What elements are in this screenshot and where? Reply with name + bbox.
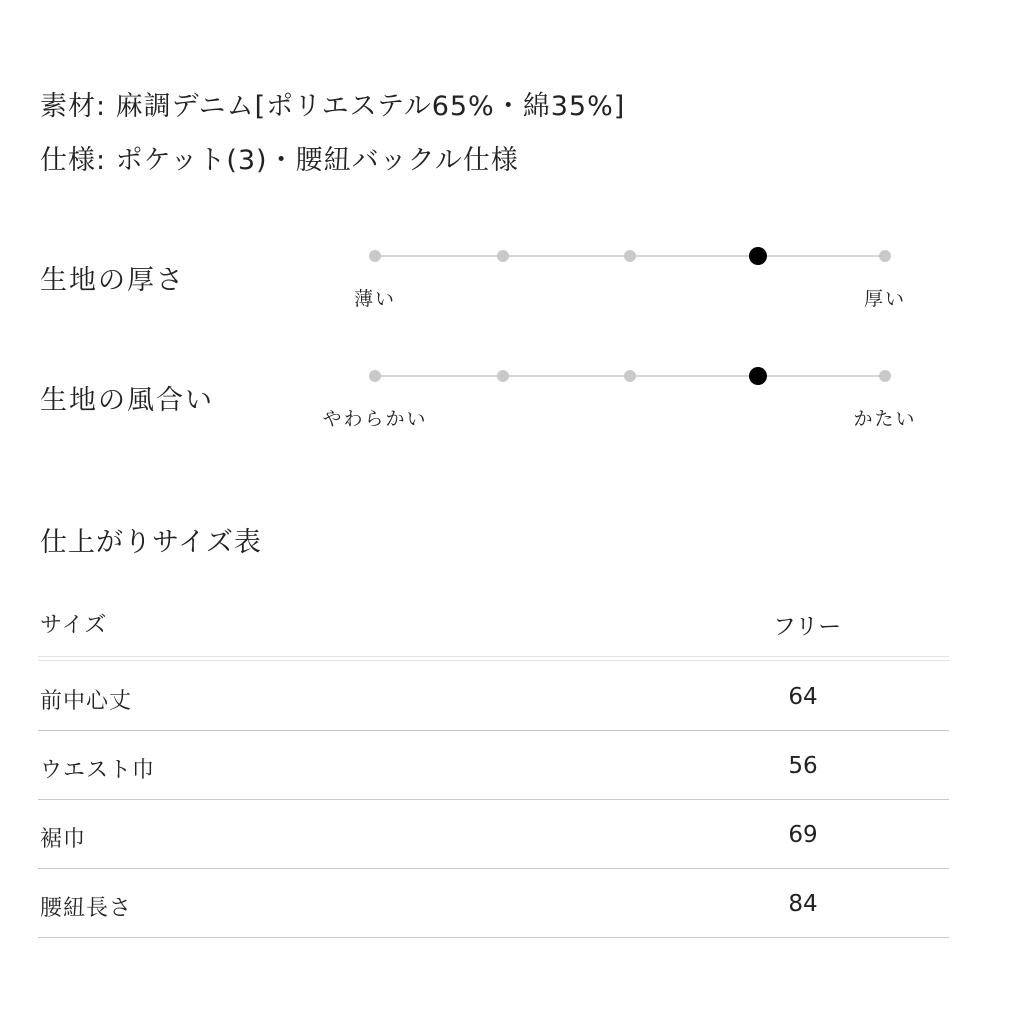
size-table-header: [38, 596, 949, 657]
table-row: [38, 800, 949, 869]
table-row: [38, 662, 949, 731]
thickness-scale-max-label: 厚い: [863, 288, 907, 310]
texture-scale-dot-3: [624, 370, 636, 382]
texture-scale-dot-4: [749, 367, 767, 385]
thickness-scale-min-label: 薄い: [353, 288, 397, 310]
row-label: 裾巾: [40, 827, 87, 852]
thickness-scale: [353, 246, 907, 310]
texture-scale-dot-5: [879, 370, 891, 382]
size-header-value: フリー: [773, 614, 842, 640]
texture-scale-max-label: かたい: [853, 408, 917, 430]
texture-scale-label: 生地の風合い: [40, 385, 214, 416]
texture-scale-min-label: やわらかい: [322, 408, 428, 430]
details-spec: 仕様: ポケット(3)・腰紐バックル仕様: [40, 145, 519, 176]
thickness-scale-dot-2: [497, 250, 509, 262]
row-value: 56: [788, 753, 818, 779]
texture-scale-dot-2: [497, 370, 509, 382]
row-label: 腰紐長さ: [40, 896, 133, 921]
row-value: 84: [788, 891, 818, 917]
row-value: 64: [788, 684, 818, 710]
thickness-scale-label: 生地の厚さ: [40, 265, 185, 296]
size-header-label: サイズ: [40, 613, 108, 638]
table-row: [38, 869, 949, 938]
thickness-scale-dot-5: [879, 250, 891, 262]
row-label: 前中心丈: [40, 689, 133, 714]
thickness-scale-dot-3: [624, 250, 636, 262]
texture-scale-dot-1: [369, 370, 381, 382]
row-value: 69: [788, 822, 818, 848]
thickness-scale-dot-1: [369, 250, 381, 262]
row-label: ウエスト巾: [40, 758, 156, 783]
size-table: [38, 596, 949, 938]
table-row: [38, 731, 949, 800]
size-table-title: 仕上がりサイズ表: [40, 527, 262, 558]
material-spec: 素材: 麻調デニム[ポリエステル65%・綿35%]: [40, 91, 626, 122]
thickness-scale-dot-4: [749, 247, 767, 265]
texture-scale: [322, 366, 917, 430]
